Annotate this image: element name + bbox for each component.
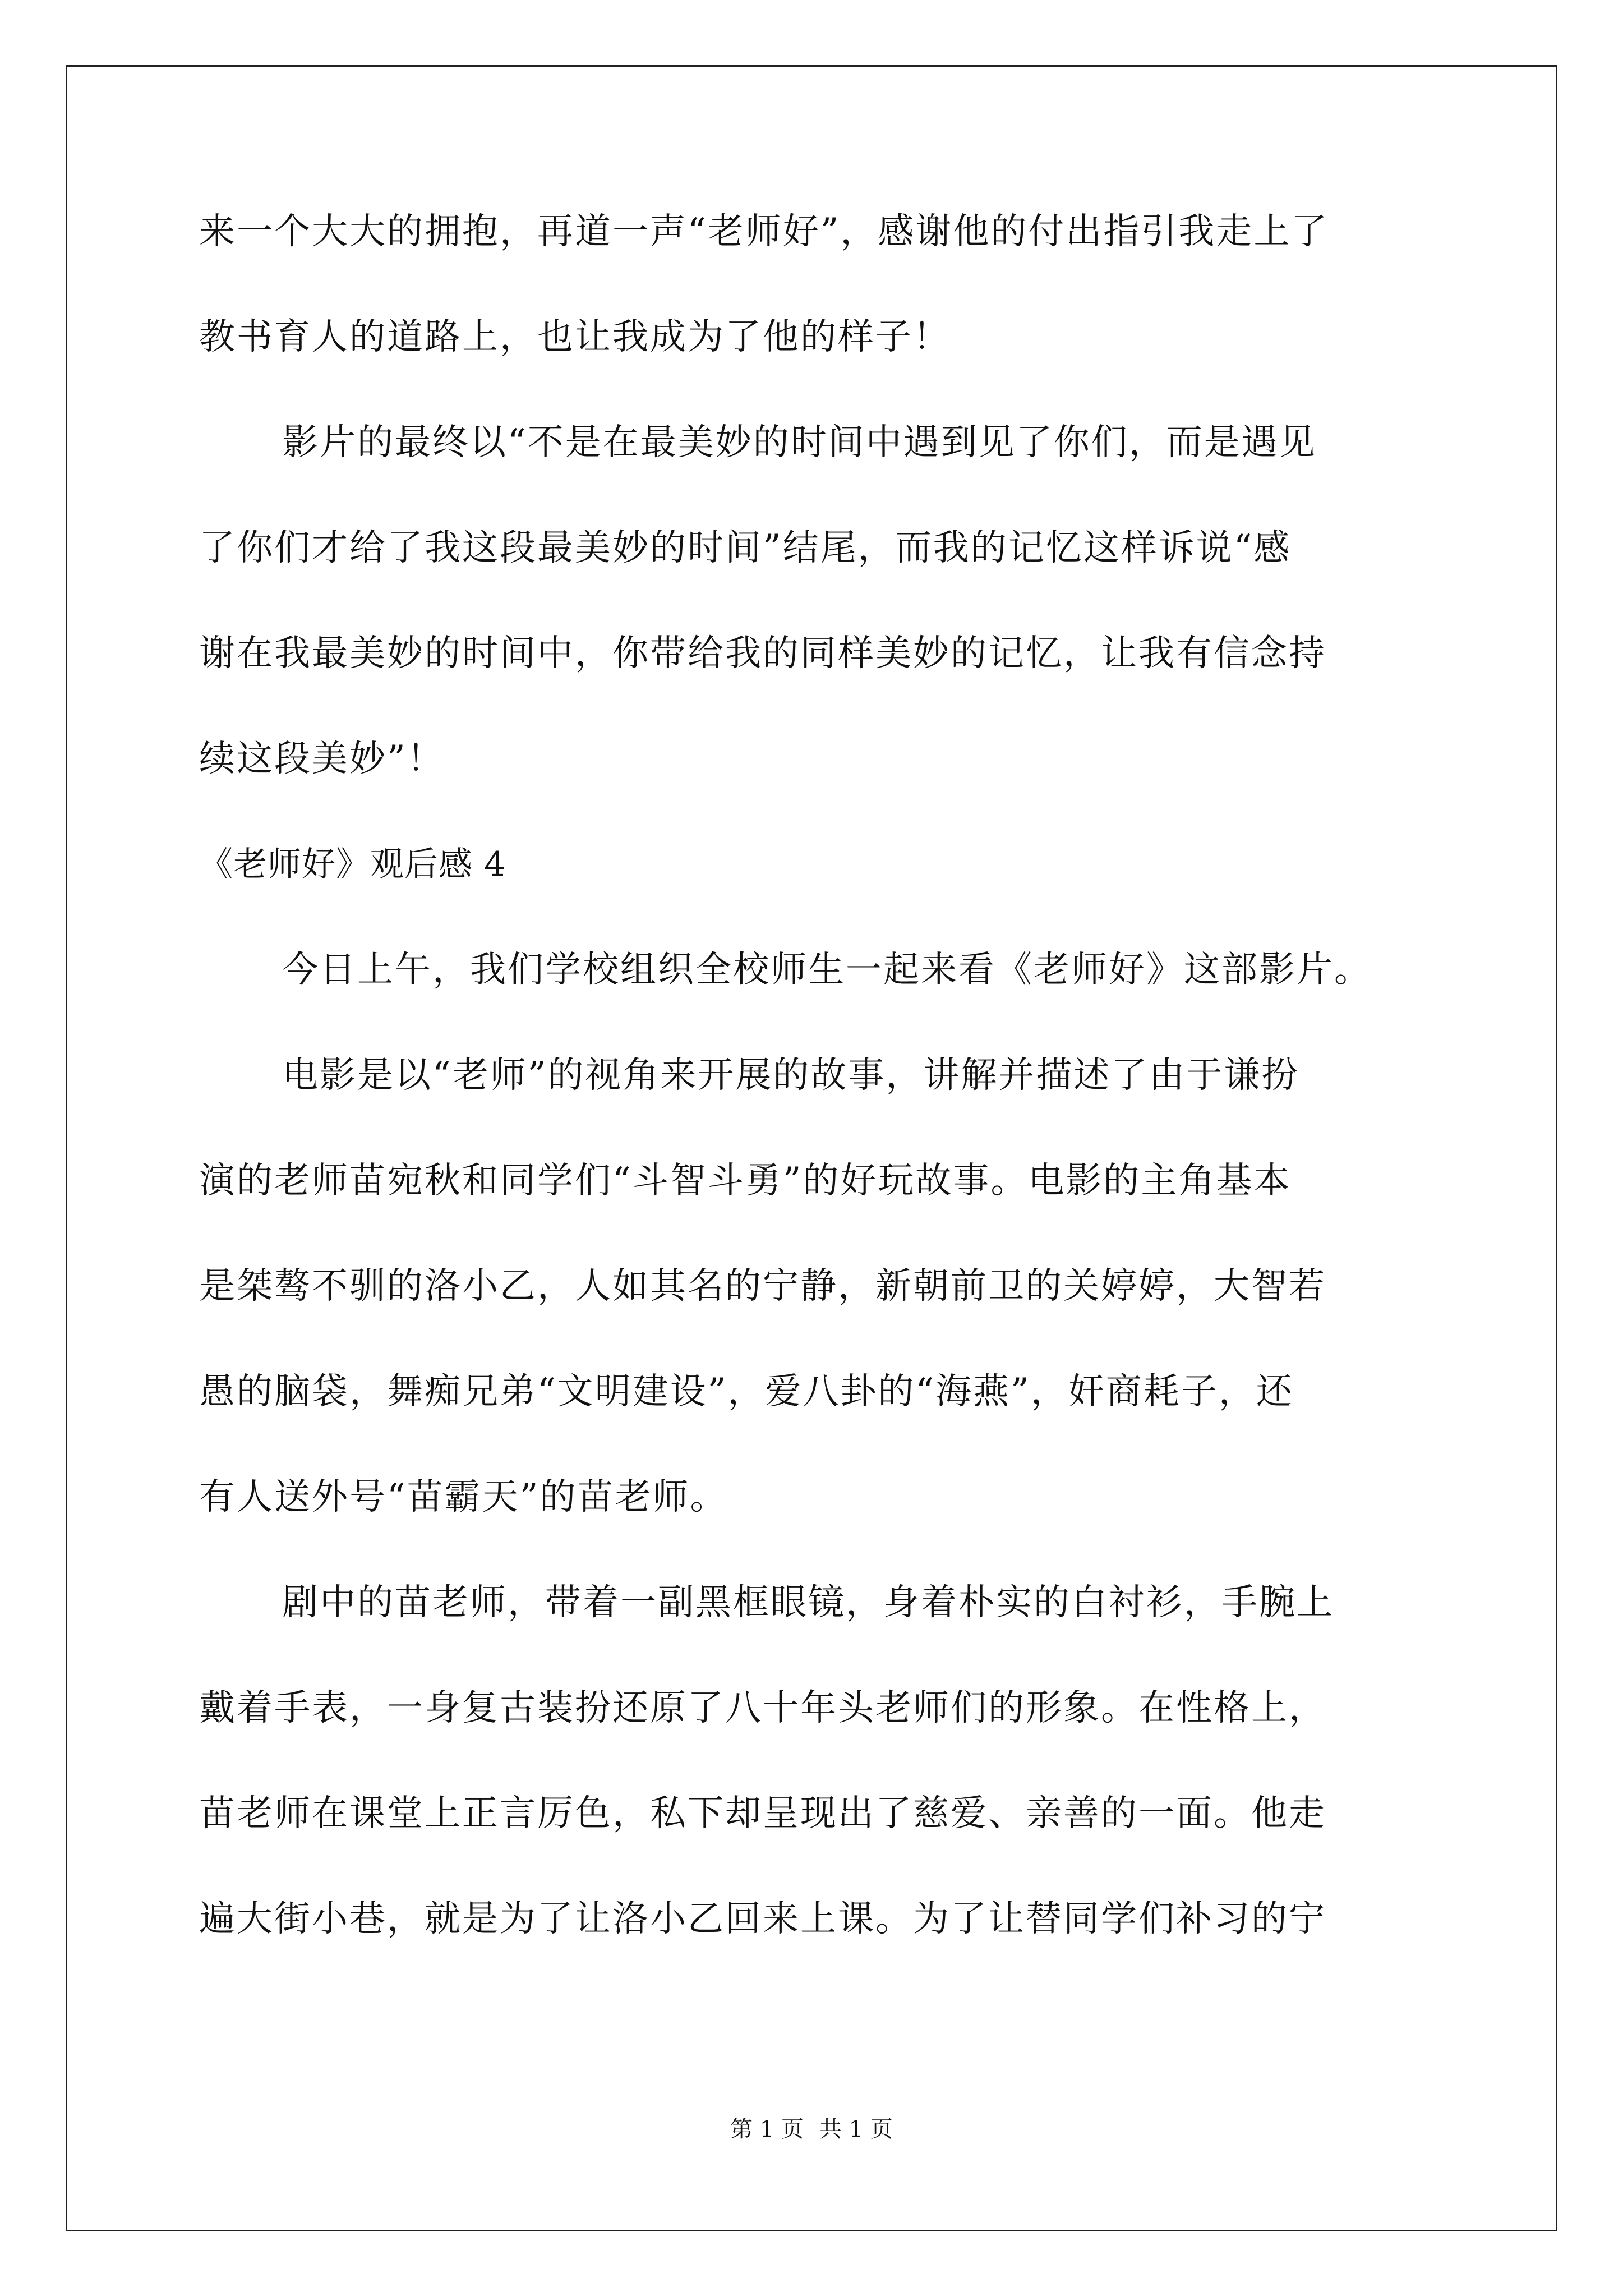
page-footer (0, 2116, 1623, 2143)
text-line: 苗老师在课堂上正言厉色，私下却呈现出了慈爱、亲善的一面。他走 (199, 1793, 1326, 1834)
text-line: 谢在我最美妙的时间中，你带给我的同样美妙的记忆，让我有信念持 (199, 633, 1326, 674)
paragraph-start: 影片的最终以“不是在最美妙的时间中遇到见了你们，而是遇见 (282, 422, 1317, 463)
text-line: 愚的脑袋，舞痴兄弟“文明建设”，爱八卦的“海燕”，奸商耗子，还 (199, 1371, 1294, 1412)
text-line: 演的老师苗宛秋和同学们“斗智斗勇”的好玩故事。电影的主角基本 (199, 1160, 1292, 1202)
page-total: 共 1 页 (819, 2116, 893, 2142)
paragraph-start: 电影是以“老师”的视角来开展的故事，讲解并描述了由于谦扮 (282, 1055, 1299, 1096)
text-line: 是桀骜不驯的洛小乙，人如其名的宁静，新朝前卫的关婷婷，大智若 (199, 1266, 1326, 1307)
text-line: 来一个大大的拥抱，再道一声“老师好”，感谢他的付出指引我走上了 (199, 211, 1329, 252)
paragraph-start: 剧中的苗老师，带着一副黑框眼镜，身着朴实的白衬衫，手腕上 (282, 1582, 1334, 1623)
section-heading: 《老师好》观后感 4 (199, 845, 506, 884)
paragraph-start: 今日上午，我们学校组织全校师生一起来看《老师好》这部影片。 (282, 949, 1372, 991)
text-line: 遍大街小巷，就是为了让洛小乙回来上课。为了让替同学们补习的宁 (199, 1898, 1326, 1940)
text-line: 戴着手表，一身复古装扮还原了八十年头老师们的形象。在性格上， (199, 1687, 1326, 1729)
text-line: 教书育人的道路上，也让我成为了他的样子！ (199, 316, 951, 358)
text-line: 续这段美妙”！ (199, 738, 445, 780)
page-number: 第 1 页 (730, 2116, 804, 2142)
text-line: 了你们才给了我这段最美妙的时间”结尾，而我的记忆这样诉说“感 (199, 527, 1292, 569)
text-line: 有人送外号“苗霸天”的苗老师。 (199, 1476, 728, 1518)
document-body (199, 210, 1455, 2003)
